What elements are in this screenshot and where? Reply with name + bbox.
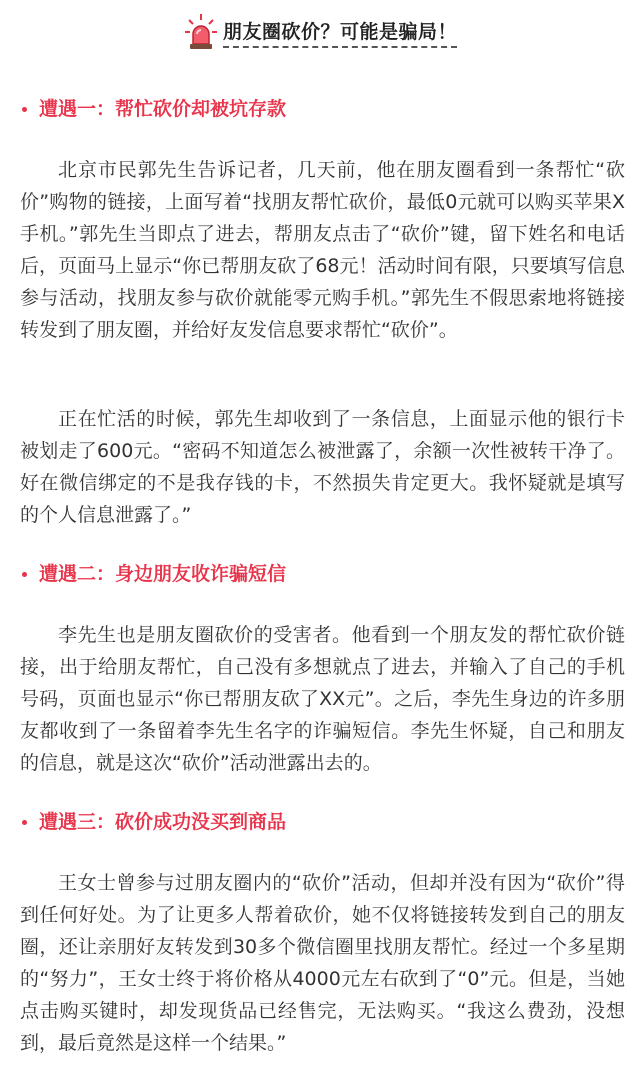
section-1-paragraph-1 <box>20 154 625 346</box>
section-3-paragraph-1 <box>20 867 625 1059</box>
section-2 <box>20 559 625 589</box>
bullet-dot <box>22 820 27 825</box>
alarm-siren-icon <box>183 12 219 52</box>
section-3 <box>20 807 625 837</box>
paragraph: 正在忙活的时候，郭先生却收到了一条信息，上面显示他的银行卡被划走了600元。“密码不知道怎么被泄露了，余额一次性被转干净了。好在微信绑定的不是我存钱的卡，不然损失肯定更大。我怀疑就是填写的个人信息泄露了。” <box>20 408 625 526</box>
bullet-dot <box>22 107 27 112</box>
section-heading-text: 遭遇三：砍价成功没买到商品 <box>39 811 287 833</box>
section-heading <box>20 94 625 124</box>
section-1-paragraph-2 <box>20 403 625 531</box>
title-wrap <box>183 12 457 52</box>
paragraph: 北京市民郭先生告诉记者，几天前，他在朋友圈看到一条帮忙“砍价”购物的链接，上面写着“找朋友帮忙砍价，最低0元就可以购买苹果X手机。”郭先生当即点了进去，帮朋友点击了“砍价”键，留下姓名和电话后，页面马上显示“你已帮朋友砍了68元！活动时间有限，只要填写信息参与活动，找朋友参与砍价就能零元购手机。”郭先生不假思索地将链接转发到了朋友圈，并给好友发信息要求帮忙“砍价”。 <box>20 159 625 341</box>
bullet-dot <box>22 572 27 577</box>
section-heading-text: 遭遇一：帮忙砍价却被坑存款 <box>39 98 287 120</box>
paragraph: 王女士曾参与过朋友圈内的“砍价”活动，但却并没有因为“砍价”得到任何好处。为了让更多人帮着砍价，她不仅将链接转发到自己的朋友圈，还让亲朋好友转发到30多个微信圈里找朋友帮忙。经过一个多星期的“努力”，王女士终于将价格从4000元左右砍到了“0”元。但是，当她点击购买键时，却发现货品已经售完，无法购买。“我这么费劲，没想到，最后竟然是这样一个结果。” <box>20 872 625 1054</box>
section-2-paragraph-1 <box>20 619 625 779</box>
section-1 <box>20 94 625 124</box>
section-heading-text: 遭遇二：身边朋友收诈骗短信 <box>39 563 287 585</box>
section-heading <box>20 807 625 837</box>
page-title: 朋友圈砍价？可能是骗局！ <box>223 17 457 48</box>
section-heading <box>20 559 625 589</box>
title-bar <box>0 12 640 52</box>
paragraph: 李先生也是朋友圈砍价的受害者。他看到一个朋友发的帮忙砍价链接，出于给朋友帮忙，自己没有多想就点了进去，并输入了自己的手机号码，页面也显示“你已帮朋友砍了XX元”。之后，李先生身边的许多朋友都收到了一条留着李先生名字的诈骗短信。李先生怀疑，自己和朋友的信息，就是这次“砍价”活动泄露出去的。 <box>20 624 625 774</box>
